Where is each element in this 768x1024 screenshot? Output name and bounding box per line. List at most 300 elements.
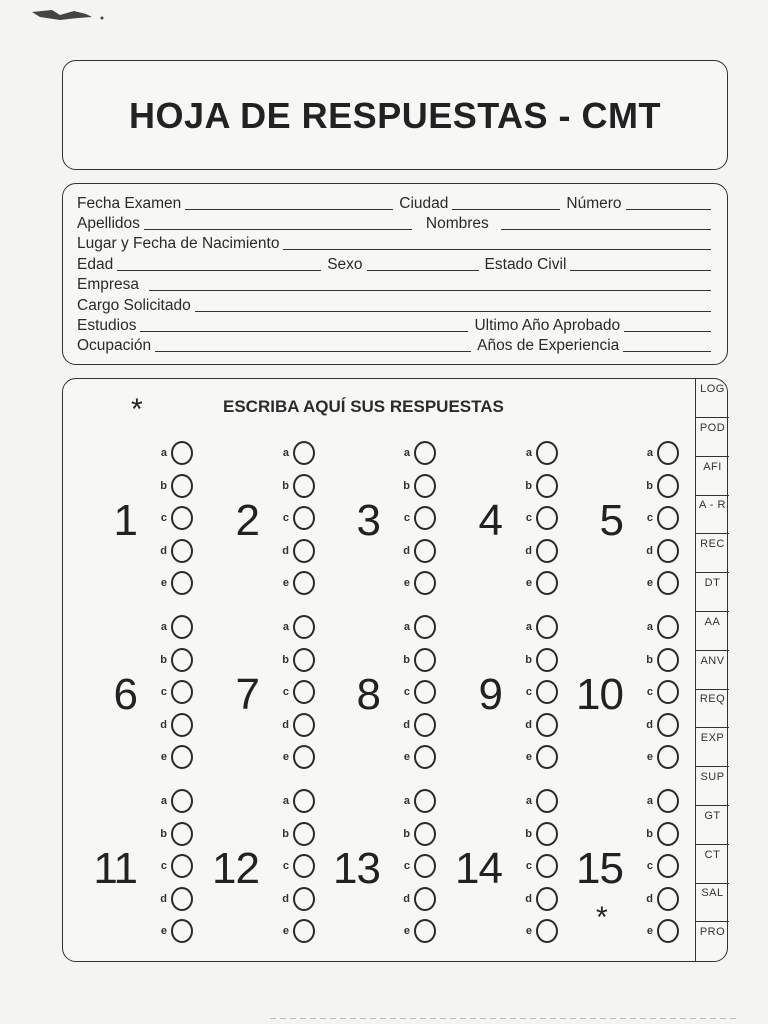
ocupacion-field[interactable] bbox=[155, 337, 471, 352]
answer-bubble[interactable] bbox=[293, 822, 315, 846]
answer-bubble[interactable] bbox=[536, 789, 558, 813]
answer-bubble[interactable] bbox=[414, 822, 436, 846]
form-row-8 bbox=[77, 335, 711, 355]
answer-bubble[interactable] bbox=[657, 474, 679, 498]
answer-option[interactable] bbox=[392, 789, 432, 815]
option-letter: c bbox=[282, 512, 289, 524]
score-cell: DT bbox=[696, 573, 729, 612]
answer-option[interactable] bbox=[635, 506, 675, 532]
answer-option[interactable] bbox=[392, 571, 432, 597]
answer-bubble[interactable] bbox=[171, 919, 193, 943]
option-letter: a bbox=[646, 795, 653, 807]
numero-label: Número bbox=[566, 195, 622, 212]
answer-bubble[interactable] bbox=[657, 648, 679, 672]
option-letter: c bbox=[282, 686, 289, 698]
option-letter: c bbox=[646, 860, 653, 872]
answer-bubble[interactable] bbox=[414, 474, 436, 498]
answer-option[interactable] bbox=[149, 571, 189, 597]
answer-bubble[interactable] bbox=[536, 854, 558, 878]
answer-option[interactable] bbox=[271, 539, 311, 565]
answer-option[interactable] bbox=[271, 648, 311, 674]
title-box bbox=[62, 60, 728, 170]
answer-bubble[interactable] bbox=[657, 745, 679, 769]
score-cell: LOG bbox=[696, 379, 729, 418]
answer-bubble[interactable] bbox=[536, 822, 558, 846]
answer-bubble[interactable] bbox=[414, 854, 436, 878]
answer-bubble[interactable] bbox=[293, 648, 315, 672]
answer-option[interactable] bbox=[271, 887, 311, 913]
option-letter: a bbox=[646, 621, 653, 633]
apellidos-field[interactable] bbox=[144, 215, 412, 230]
answer-bubble[interactable] bbox=[657, 822, 679, 846]
option-letter: d bbox=[282, 718, 289, 731]
answer-option[interactable] bbox=[392, 506, 432, 532]
personal-data-form bbox=[62, 183, 728, 365]
option-letter: e bbox=[525, 577, 532, 589]
estudios-field[interactable] bbox=[140, 317, 468, 332]
answer-bubble[interactable] bbox=[293, 441, 315, 465]
empresa-label: Empresa bbox=[77, 276, 140, 293]
answer-option[interactable] bbox=[514, 648, 554, 674]
question-3 bbox=[330, 441, 430, 601]
option-letter: d bbox=[525, 892, 532, 905]
answer-bubble[interactable] bbox=[293, 615, 315, 639]
option-letter: a bbox=[282, 795, 289, 807]
answer-option[interactable] bbox=[271, 745, 311, 771]
option-letter: c bbox=[646, 686, 653, 698]
answer-bubble[interactable] bbox=[293, 919, 315, 943]
answer-bubble[interactable] bbox=[536, 474, 558, 498]
option-letter: d bbox=[160, 718, 167, 731]
option-letter: b bbox=[282, 653, 289, 666]
option-letter: c bbox=[403, 512, 410, 524]
anos-experiencia-field[interactable] bbox=[623, 337, 711, 352]
question-2 bbox=[209, 441, 309, 601]
answer-option[interactable] bbox=[392, 648, 432, 674]
question-14 bbox=[452, 789, 552, 949]
answer-bubble[interactable] bbox=[293, 713, 315, 737]
fecha-examen-field[interactable] bbox=[185, 195, 393, 210]
asterisk-top: * bbox=[131, 393, 143, 426]
score-cell: POD bbox=[696, 418, 729, 457]
answer-bubble[interactable] bbox=[657, 713, 679, 737]
answer-option[interactable] bbox=[635, 789, 675, 815]
answer-bubble[interactable] bbox=[414, 615, 436, 639]
answer-bubble[interactable] bbox=[414, 745, 436, 769]
option-letter: b bbox=[403, 479, 410, 492]
answer-option[interactable] bbox=[149, 648, 189, 674]
option-letter: a bbox=[525, 447, 532, 459]
answer-option[interactable] bbox=[514, 506, 554, 532]
apellidos-label: Apellidos bbox=[77, 215, 140, 232]
option-letter: c bbox=[160, 860, 167, 872]
answer-bubble[interactable] bbox=[171, 789, 193, 813]
answer-option[interactable] bbox=[149, 506, 189, 532]
option-letter: c bbox=[282, 860, 289, 872]
answer-option[interactable] bbox=[271, 571, 311, 597]
answer-option[interactable] bbox=[514, 789, 554, 815]
answer-bubble[interactable] bbox=[171, 441, 193, 465]
question-number: 8 bbox=[356, 670, 380, 719]
question-number: 14 bbox=[455, 844, 502, 893]
answer-option[interactable] bbox=[635, 474, 675, 500]
form-row-1 bbox=[77, 193, 711, 213]
score-cell: REQ bbox=[696, 689, 729, 728]
answer-option[interactable] bbox=[514, 474, 554, 500]
question-number: 11 bbox=[93, 844, 137, 893]
option-letter: a bbox=[403, 447, 410, 459]
answer-option[interactable] bbox=[514, 854, 554, 880]
answer-option[interactable] bbox=[392, 441, 432, 467]
question-13 bbox=[330, 789, 430, 949]
option-letter: b bbox=[403, 827, 410, 840]
answer-bubble[interactable] bbox=[536, 648, 558, 672]
option-letter: d bbox=[403, 544, 410, 557]
answer-bubble[interactable] bbox=[171, 648, 193, 672]
option-letter: a bbox=[282, 447, 289, 459]
nombres-field[interactable] bbox=[501, 215, 711, 230]
option-letter: d bbox=[646, 544, 653, 557]
option-letter: b bbox=[646, 653, 653, 666]
answer-option[interactable] bbox=[392, 539, 432, 565]
answer-option[interactable] bbox=[514, 571, 554, 597]
answer-bubble[interactable] bbox=[414, 539, 436, 563]
answer-bubble[interactable] bbox=[171, 571, 193, 595]
fecha-examen-label: Fecha Examen bbox=[77, 195, 182, 212]
answer-option[interactable] bbox=[149, 745, 189, 771]
answer-bubble[interactable] bbox=[293, 680, 315, 704]
option-letter: e bbox=[282, 577, 289, 589]
answer-option[interactable] bbox=[392, 919, 432, 945]
answer-option[interactable] bbox=[149, 789, 189, 815]
answer-option[interactable] bbox=[514, 822, 554, 848]
answer-bubble[interactable] bbox=[293, 571, 315, 595]
answer-option[interactable] bbox=[392, 854, 432, 880]
answer-option[interactable] bbox=[635, 822, 675, 848]
option-letter: d bbox=[282, 544, 289, 557]
answer-option[interactable] bbox=[149, 919, 189, 945]
answer-option[interactable] bbox=[514, 745, 554, 771]
option-letter: a bbox=[646, 447, 653, 459]
answer-option[interactable] bbox=[514, 887, 554, 913]
answer-option[interactable] bbox=[271, 854, 311, 880]
question-9 bbox=[452, 615, 552, 775]
form-row-3 bbox=[77, 233, 711, 253]
option-letter: e bbox=[403, 577, 410, 589]
answer-option[interactable] bbox=[271, 822, 311, 848]
option-letter: d bbox=[646, 718, 653, 731]
question-number: 9 bbox=[478, 670, 502, 719]
estado-civil-field[interactable] bbox=[570, 256, 711, 271]
answer-bubble[interactable] bbox=[414, 571, 436, 595]
asterisk-bottom: * bbox=[596, 901, 608, 934]
answer-option[interactable] bbox=[392, 887, 432, 913]
option-letter: e bbox=[403, 751, 410, 763]
option-letter: e bbox=[160, 577, 167, 589]
answer-option[interactable] bbox=[149, 474, 189, 500]
answers-heading: ESCRIBA AQUÍ SUS RESPUESTAS bbox=[223, 397, 504, 416]
answer-option[interactable] bbox=[635, 854, 675, 880]
answer-bubble[interactable] bbox=[536, 887, 558, 911]
answer-option[interactable] bbox=[514, 539, 554, 565]
option-letter: e bbox=[282, 925, 289, 937]
answer-option[interactable] bbox=[392, 745, 432, 771]
option-letter: a bbox=[160, 447, 167, 459]
option-letter: d bbox=[282, 892, 289, 905]
empresa-field[interactable] bbox=[149, 276, 711, 291]
estudios-label: Estudios bbox=[77, 317, 137, 334]
option-letter: a bbox=[525, 795, 532, 807]
answer-option[interactable] bbox=[149, 615, 189, 641]
option-letter: c bbox=[403, 686, 410, 698]
answer-bubble[interactable] bbox=[414, 789, 436, 813]
anos-experiencia-label: Años de Experiencia bbox=[477, 337, 620, 354]
answer-option[interactable] bbox=[635, 615, 675, 641]
answer-bubble[interactable] bbox=[171, 745, 193, 769]
answer-bubble[interactable] bbox=[657, 919, 679, 943]
question-1 bbox=[87, 441, 187, 601]
answer-option[interactable] bbox=[271, 441, 311, 467]
answer-option[interactable] bbox=[271, 506, 311, 532]
question-number: 10 bbox=[576, 670, 623, 719]
option-letter: b bbox=[525, 653, 532, 666]
score-cell: SAL bbox=[696, 883, 729, 922]
option-letter: b bbox=[160, 827, 167, 840]
answer-bubble[interactable] bbox=[171, 887, 193, 911]
option-letter: c bbox=[160, 512, 167, 524]
question-number: 4 bbox=[478, 496, 502, 545]
answer-option[interactable] bbox=[392, 680, 432, 706]
answer-bubble[interactable] bbox=[171, 615, 193, 639]
question-8 bbox=[330, 615, 430, 775]
answer-bubble[interactable] bbox=[171, 680, 193, 704]
answer-bubble[interactable] bbox=[657, 680, 679, 704]
answer-option[interactable] bbox=[392, 615, 432, 641]
option-letter: b bbox=[403, 653, 410, 666]
answer-bubble[interactable] bbox=[536, 441, 558, 465]
answer-option[interactable] bbox=[635, 713, 675, 739]
answer-bubble[interactable] bbox=[293, 854, 315, 878]
edad-field[interactable] bbox=[117, 256, 321, 271]
option-letter: a bbox=[403, 621, 410, 633]
answer-bubble[interactable] bbox=[293, 474, 315, 498]
question-11 bbox=[87, 789, 187, 949]
answer-option[interactable] bbox=[149, 441, 189, 467]
answer-option[interactable] bbox=[392, 822, 432, 848]
question-4 bbox=[452, 441, 552, 601]
numero-field[interactable] bbox=[626, 195, 711, 210]
answer-bubble[interactable] bbox=[293, 506, 315, 530]
answer-option[interactable] bbox=[514, 680, 554, 706]
answer-option[interactable] bbox=[271, 713, 311, 739]
answer-bubble[interactable] bbox=[536, 680, 558, 704]
answer-option[interactable] bbox=[392, 474, 432, 500]
answer-bubble[interactable] bbox=[414, 919, 436, 943]
option-letter: e bbox=[646, 577, 653, 589]
form-row-4 bbox=[77, 254, 711, 274]
question-6 bbox=[87, 615, 187, 775]
answer-option[interactable] bbox=[514, 441, 554, 467]
option-letter: b bbox=[646, 827, 653, 840]
option-letter: b bbox=[282, 827, 289, 840]
answer-bubble[interactable] bbox=[536, 713, 558, 737]
question-10 bbox=[573, 615, 673, 775]
question-number: 1 bbox=[113, 496, 137, 545]
answer-option[interactable] bbox=[149, 713, 189, 739]
question-number: 6 bbox=[113, 670, 137, 719]
option-letter: c bbox=[403, 860, 410, 872]
answer-option[interactable] bbox=[149, 539, 189, 565]
answer-option[interactable] bbox=[271, 789, 311, 815]
option-letter: d bbox=[646, 892, 653, 905]
answer-option[interactable] bbox=[635, 539, 675, 565]
answer-option[interactable] bbox=[514, 919, 554, 945]
answer-bubble[interactable] bbox=[171, 506, 193, 530]
question-number: 15 bbox=[576, 844, 623, 893]
ultimo-ano-aprobado-label: Ultimo Año Aprobado bbox=[474, 317, 621, 334]
answer-bubble[interactable] bbox=[536, 506, 558, 530]
answer-bubble[interactable] bbox=[536, 539, 558, 563]
option-letter: e bbox=[403, 925, 410, 937]
option-letter: c bbox=[646, 512, 653, 524]
answer-option[interactable] bbox=[635, 745, 675, 771]
option-letter: b bbox=[160, 479, 167, 492]
answer-option[interactable] bbox=[635, 648, 675, 674]
answer-bubble[interactable] bbox=[293, 539, 315, 563]
answer-option[interactable] bbox=[271, 474, 311, 500]
answer-option[interactable] bbox=[149, 887, 189, 913]
question-number: 2 bbox=[235, 496, 259, 545]
answer-bubble[interactable] bbox=[536, 615, 558, 639]
answer-bubble[interactable] bbox=[293, 887, 315, 911]
answer-bubble[interactable] bbox=[657, 789, 679, 813]
answer-option[interactable] bbox=[149, 822, 189, 848]
answer-bubble[interactable] bbox=[657, 506, 679, 530]
answer-bubble[interactable] bbox=[536, 571, 558, 595]
answer-bubble[interactable] bbox=[657, 441, 679, 465]
lugar-fecha-nacimiento-label: Lugar y Fecha de Nacimiento bbox=[77, 235, 280, 252]
answer-bubble[interactable] bbox=[657, 539, 679, 563]
answer-bubble[interactable] bbox=[171, 474, 193, 498]
nombres-label: Nombres bbox=[425, 215, 489, 232]
option-letter: e bbox=[282, 751, 289, 763]
answer-option[interactable] bbox=[149, 680, 189, 706]
form-row-6 bbox=[77, 295, 711, 315]
answer-option[interactable] bbox=[635, 919, 675, 945]
score-cell: REC bbox=[696, 534, 729, 573]
option-letter: d bbox=[403, 892, 410, 905]
option-letter: d bbox=[525, 544, 532, 557]
score-cell: AA bbox=[696, 612, 729, 651]
sexo-label: Sexo bbox=[327, 256, 363, 273]
answer-bubble[interactable] bbox=[293, 789, 315, 813]
option-letter: d bbox=[160, 544, 167, 557]
option-letter: a bbox=[160, 795, 167, 807]
answer-bubble[interactable] bbox=[536, 919, 558, 943]
page-title: HOJA DE RESPUESTAS - CMT bbox=[128, 95, 662, 136]
answer-option[interactable] bbox=[635, 680, 675, 706]
option-letter: c bbox=[525, 860, 532, 872]
ultimo-ano-aprobado-field[interactable] bbox=[624, 317, 711, 332]
answer-option[interactable] bbox=[514, 615, 554, 641]
answer-option[interactable] bbox=[635, 887, 675, 913]
option-letter: d bbox=[525, 718, 532, 731]
answer-option[interactable] bbox=[392, 713, 432, 739]
option-letter: a bbox=[160, 621, 167, 633]
score-cell: EXP bbox=[696, 728, 729, 767]
answer-bubble[interactable] bbox=[171, 539, 193, 563]
option-letter: c bbox=[525, 686, 532, 698]
answer-bubble[interactable] bbox=[414, 680, 436, 704]
scan-mark bbox=[30, 8, 110, 22]
score-cell: GT bbox=[696, 806, 729, 845]
answer-bubble[interactable] bbox=[293, 745, 315, 769]
answer-option[interactable] bbox=[514, 713, 554, 739]
question-5 bbox=[573, 441, 673, 601]
scan-footer-line bbox=[0, 1018, 768, 1019]
question-12 bbox=[209, 789, 309, 949]
option-letter: e bbox=[646, 751, 653, 763]
score-cell: AFI bbox=[696, 457, 729, 496]
answer-bubble[interactable] bbox=[171, 854, 193, 878]
answer-bubble[interactable] bbox=[536, 745, 558, 769]
answer-bubble[interactable] bbox=[657, 854, 679, 878]
answer-bubble[interactable] bbox=[657, 615, 679, 639]
score-cell: ANV bbox=[696, 651, 729, 690]
option-letter: d bbox=[403, 718, 410, 731]
option-letter: b bbox=[160, 653, 167, 666]
answer-option[interactable] bbox=[271, 680, 311, 706]
answer-option[interactable] bbox=[635, 441, 675, 467]
answer-bubble[interactable] bbox=[657, 887, 679, 911]
answer-bubble[interactable] bbox=[414, 713, 436, 737]
question-number: 7 bbox=[235, 670, 259, 719]
score-cell: A - R bbox=[696, 495, 729, 534]
question-number: 5 bbox=[599, 496, 623, 545]
option-letter: c bbox=[525, 512, 532, 524]
sexo-field[interactable] bbox=[367, 256, 479, 271]
answer-bubble[interactable] bbox=[171, 713, 193, 737]
option-letter: e bbox=[525, 751, 532, 763]
answer-option[interactable] bbox=[271, 919, 311, 945]
option-letter: e bbox=[160, 925, 167, 937]
answer-option[interactable] bbox=[149, 854, 189, 880]
answer-bubble[interactable] bbox=[414, 506, 436, 530]
lugar-fecha-nacimiento-field[interactable] bbox=[283, 235, 711, 250]
question-number: 13 bbox=[333, 844, 380, 893]
answer-bubble[interactable] bbox=[414, 441, 436, 465]
form-row-7 bbox=[77, 315, 711, 335]
answer-bubble[interactable] bbox=[414, 648, 436, 672]
estado-civil-label: Estado Civil bbox=[484, 256, 567, 273]
option-letter: a bbox=[403, 795, 410, 807]
score-cell: PRO bbox=[699, 926, 726, 939]
answer-option[interactable] bbox=[635, 571, 675, 597]
score-cell: SUP bbox=[696, 767, 729, 806]
answer-bubble[interactable] bbox=[171, 822, 193, 846]
option-letter: e bbox=[646, 925, 653, 937]
option-letter: c bbox=[160, 686, 167, 698]
option-letter: b bbox=[525, 827, 532, 840]
answer-option[interactable] bbox=[271, 615, 311, 641]
answer-bubble[interactable] bbox=[414, 887, 436, 911]
option-letter: e bbox=[160, 751, 167, 763]
question-15 bbox=[573, 789, 673, 949]
score-sidebar bbox=[695, 379, 729, 961]
ciudad-field[interactable] bbox=[452, 195, 560, 210]
cargo-solicitado-field[interactable] bbox=[195, 297, 711, 312]
answer-bubble[interactable] bbox=[657, 571, 679, 595]
